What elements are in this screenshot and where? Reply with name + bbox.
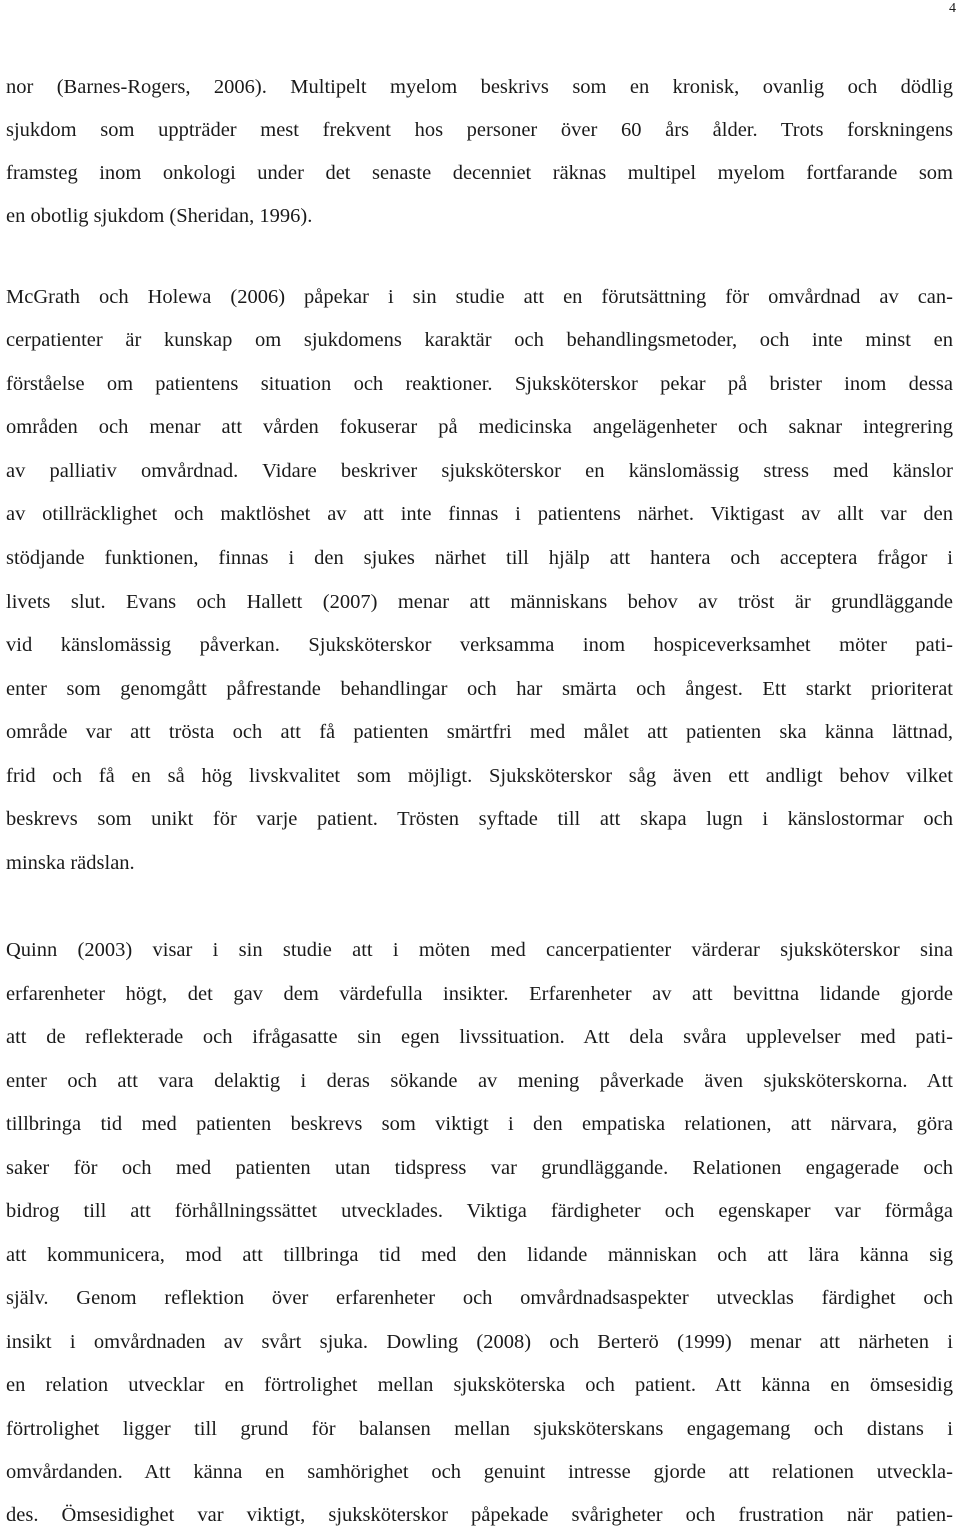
text-line: beskrevs som unikt för varje patient. Trösten syftade till att skapa lugn i känslostormar och: [6, 808, 953, 830]
text-line: områden och menar att vården fokuserar på medicinska angelägenheter och saknar integrering: [6, 416, 953, 438]
text-line: bidrog till att förhållningssättet utvecklades. Viktiga färdigheter och egenskaper var förmåga: [6, 1200, 953, 1222]
text-line: själv. Genom reflektion över erfarenheter och omvårdnadsaspekter utvecklas färdighet och: [6, 1287, 953, 1309]
text-line: enter som genomgått påfrestande behandlingar och har smärta och ångest. Ett starkt prioriterat: [6, 678, 953, 700]
text-line: av palliativ omvårdnad. Vidare beskriver sjuksköterskor en känslomässig stress med känslor: [6, 460, 953, 482]
text-line: framsteg inom onkologi under det senaste decenniet räknas multipel myelom fortfarande som: [6, 162, 953, 184]
text-line: enter och att vara delaktig i deras sökande av mening påverkade även sjuksköterskorna. Att: [6, 1070, 953, 1092]
text-line: att de reflekterade och ifrågasatte sin egen livssituation. Att dela svåra upplevelser med pati-: [6, 1026, 953, 1048]
text-line: cerpatienter är kunskap om sjukdomens karaktär och behandlingsmetoder, och inte minst en: [6, 329, 953, 351]
text-line: insikt i omvårdnaden av svårt sjuka. Dowling (2008) och Berterö (1999) menar att närheten i: [6, 1331, 953, 1353]
text-line: en relation utvecklar en förtrolighet mellan sjuksköterska och patient. Att känna en ömsesidig: [6, 1374, 953, 1396]
text-line: förtrolighet ligger till grund för balansen mellan sjuksköterskans engagemang och distans i: [6, 1418, 953, 1440]
text-line: omvårdanden. Att känna en samhörighet och genuint intresse gjorde att relationen utveckla-: [6, 1461, 953, 1483]
text-line: McGrath och Holewa (2006) påpekar i sin studie att en förutsättning för omvårdnad av can-: [6, 286, 953, 308]
text-line: sjukdom som uppträder mest frekvent hos personer över 60 års ålder. Trots forskningens: [6, 119, 953, 141]
text-line: av otillräcklighet och maktlöshet av att inte finnas i patientens närhet. Viktigast av allt var den: [6, 503, 953, 525]
text-line: område var att trösta och att få patienten smärtfri med målet att patienten ska känna lättnad,: [6, 721, 953, 743]
text-line: att kommunicera, mod att tillbringa tid med den lidande människan och att lära känna sig: [6, 1244, 953, 1266]
text-line: stödjande funktionen, finnas i den sjukes närhet till hjälp att hantera och acceptera frågor i: [6, 547, 953, 569]
text-line: des. Ömsesidighet var viktigt, sjuksköterskor påpekade svårigheter och frustration när patien-: [6, 1504, 953, 1526]
text-line: livets slut. Evans och Hallett (2007) menar att människans behov av tröst är grundläggande: [6, 591, 953, 613]
text-line: frid och få en så hög livskvalitet som möjligt. Sjuksköterskor såg även ett andligt behov vilket: [6, 765, 953, 787]
text-line: Quinn (2003) visar i sin studie att i möten med cancerpatienter värderar sjuksköterskor sina: [6, 939, 953, 961]
text-line: erfarenheter högt, det gav dem värdefulla insikter. Erfarenheter av att bevittna lidande gjorde: [6, 983, 953, 1005]
text-line: tillbringa tid med patienten beskrevs som viktigt i den empatiska relationen, att närvara, göra: [6, 1113, 953, 1135]
text-line: nor (Barnes-Rogers, 2006). Multipelt myelom beskrivs som en kronisk, ovanlig och dödlig: [6, 76, 953, 98]
text-line: förståelse om patientens situation och reaktioner. Sjuksköterskor pekar på brister inom dessa: [6, 373, 953, 395]
text-line: saker för och med patienten utan tidspress var grundläggande. Relationen engagerade och: [6, 1157, 953, 1179]
page-number: 4: [949, 1, 956, 16]
text-line: vid känslomässig påverkan. Sjuksköterskor verksamma inom hospiceverksamhet möter pati-: [6, 634, 953, 656]
text-line: en obotlig sjukdom (Sheridan, 1996).: [6, 205, 313, 227]
text-line: minska rädslan.: [6, 852, 135, 874]
